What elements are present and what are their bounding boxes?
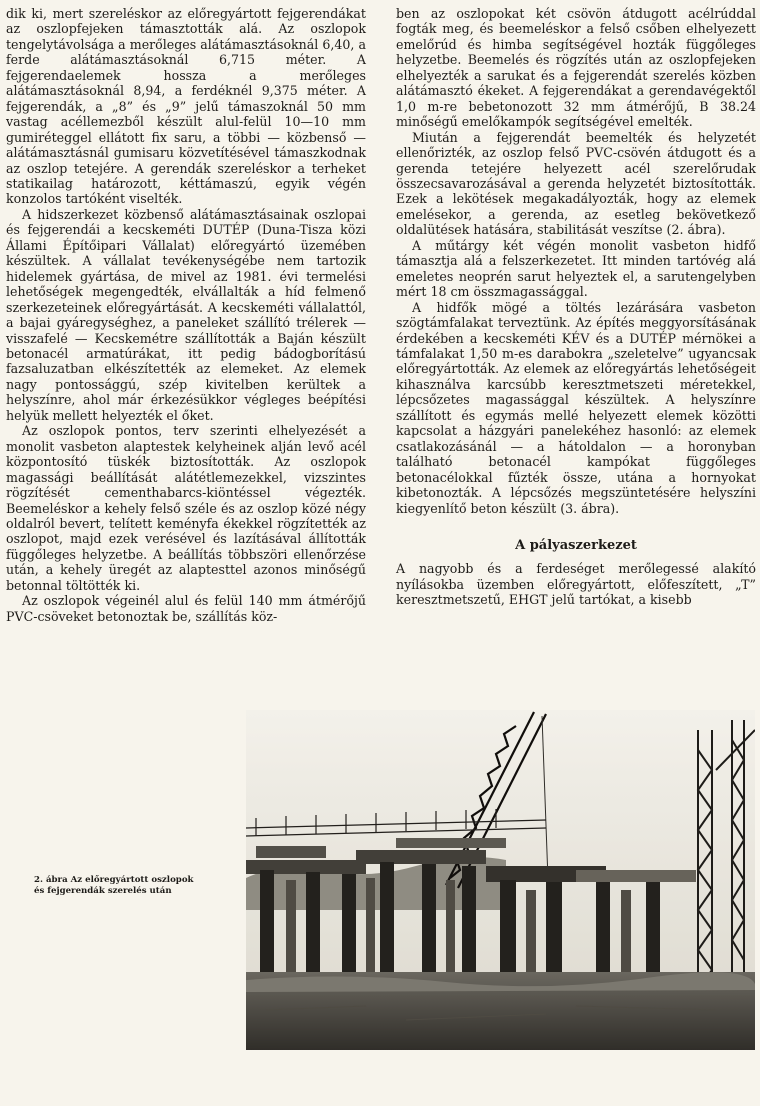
paragraph: Az oszlopok végeinél alul és felül 140 mm átmérőjű PVC-csöveket betonoztak be, szállítás köz- xyxy=(6,593,366,624)
construction-site-photo xyxy=(246,710,755,1050)
right-text-column xyxy=(396,6,756,608)
paragraph: Miután a fejgerendát beemelték és helyzetét ellenőrizték, az oszlop felső PVC-csövén átdugott és a gerenda tetejére helyezett acél szerelőrudak összecsavarozásával a gerenda helyzetét biztosították. Ezek a lekötések megakadályozták, hogy az elemek emelésekor, a gerenda, az esetleg bekövetkező oldalütések hatására, stabilitását veszítse (2. ábra). xyxy=(396,129,756,238)
paragraph: A nagyobb és a ferdeséget merőlegessé alakító nyílásokba üzemben előregyártott, előfeszített, „T” keresztmetszetű, EHGT jelű tartókat, a kisebb xyxy=(396,561,756,608)
section-heading: A pályaszerkezet xyxy=(515,537,637,553)
paragraph: Az oszlopok pontos, terv szerinti elhelyezését a monolit vasbeton alaptestek kelyheinek alján levő acél központosító tüskék biztosították. Az oszlopok magassági beállítását alátétlemezekkel, vizszintes rögzítését cementhabarcs-kiöntéssel végezték. Beemeléskor a kehely felső széle és az oszlop közé négy oldalról bevert, telített keményfa ékekkel rögzítették az oszlopot, majd ezek verésével és lazításával állították függőleges helyzetbe. A beállítás többszöri ellenőrzése után, a kehely üregét az alaptesttel azonos minőségű betonnal töltötték ki. xyxy=(6,423,366,593)
caption-line: 2. ábra Az előregyártott oszlopok xyxy=(34,875,194,885)
paragraph: ben az oszlopokat két csövön átdugott acélrúddal fogták meg, és beemeléskor a felső csőben elhelyezett emelőrúd és himba segítségével hozták függőleges helyzetbe. Beemelés és rögzítés után az oszlopfejeken elhelyezték a sarukat és a fejgerendát szerelés közben alátámasztó ékeket. A fejgerendákat a gerendavégektől 1,0 m-re bebetonozott 32 mm átmérőjű, B 38.24 minőségű emelőkampók segítségével emelték. xyxy=(396,6,756,130)
paragraph: A hidfők mögé a töltés lezárására vasbeton szögtámfalakat terveztünk. Az építés meggyorsításának érdekében a kecskeméti KÉV és a DUTÉP mérnökei a támfalakat 1,50 m-es darabokra „szeletelve” ugyancsak előregyártották. Az elemek az előregyártás lehetőségeit kihasználva karcsúbb keresztmetszeti méretekkel, lépcsőzetes magassággal készültek. A helyszínre szállított és egymás mellé helyezett elemek közötti kapcsolat a házgyári panelekéhez hasonló: az elemek csatlakozásánál — a hátoldalon — a horonyban található betonacél kampókat függőleges betonacélokkal fűzték össze, utána a hornyokat kibetonozták. A lépcsőzés megszüntetésére helyszíni kiegyenlítő beton készült (3. ábra). xyxy=(396,299,756,516)
paragraph: A műtárgy két végén monolit vasbeton hidfő támasztja alá a felszerkezetet. Itt minden tartóvég alá emeletes neoprén sarut helyeztek el, a sarutengelyben mért 18 cm összmagassággal. xyxy=(396,237,756,300)
photo-illustration xyxy=(246,710,755,1050)
paragraph: A hidszerkezet közbenső alátámasztásainak oszlopai és fejgerendái a kecskeméti DUTÉP (Duna-Tisza közi Állami Építőipari Vállalat) előregyártó üzemében készültek. A vállalat tevékenységébe nem tartozik hidelemek gyártása, de mivel az 1981. évi termelési lehetőségek megengedték, elvállalták a híd felmenő szerkezeteinek előregyártását. A kecskeméti vállalattól, a bajai gyáregységhez, a paneleket szállító trélerek — visszafelé — Kecskemétre szállították a Baján készült betonacél armatúrákat, itt pedig bádogborítású fazsaluzatban elkészítették az elemeket. Az elemek nagy pontossággú, szép kivitelben kerültek a helyszínre, ahol már érkezésükkor végleges beépítési helyük mellett helyezték el őket. xyxy=(6,206,366,423)
figure-caption xyxy=(34,875,224,897)
left-text-column xyxy=(6,6,366,624)
caption-line: és fejgerendák szerelés után xyxy=(34,886,172,896)
paragraph: dik ki, mert szereléskor az előregyártott fejgerendákat az oszlopfejeken támasztották alá. Az oszlopok tengelytávolsága a merőleges alátámasztásoknál 6,40, a ferde alátámasztásoknál 6,715 méter. A fejgerendaelemek hossza a merőleges alátámasztásoknál 8,94, a ferdéknél 9,375 méter. A fejgerendák, a „8” és „9” jelű támaszoknál 50 mm vastag acéllemezből készült alul-felül 10—10 mm gumiréteggel ellátott fix saru, a többi — közbenső — alátámasztásnál gumisaru közvetítésével támaszkodnak az oszlop tetejére. A gerendák szereléskor a terheket statikailag határozott, kéttámaszú, egyik végén konzolos tartóként viselték. xyxy=(6,6,366,207)
